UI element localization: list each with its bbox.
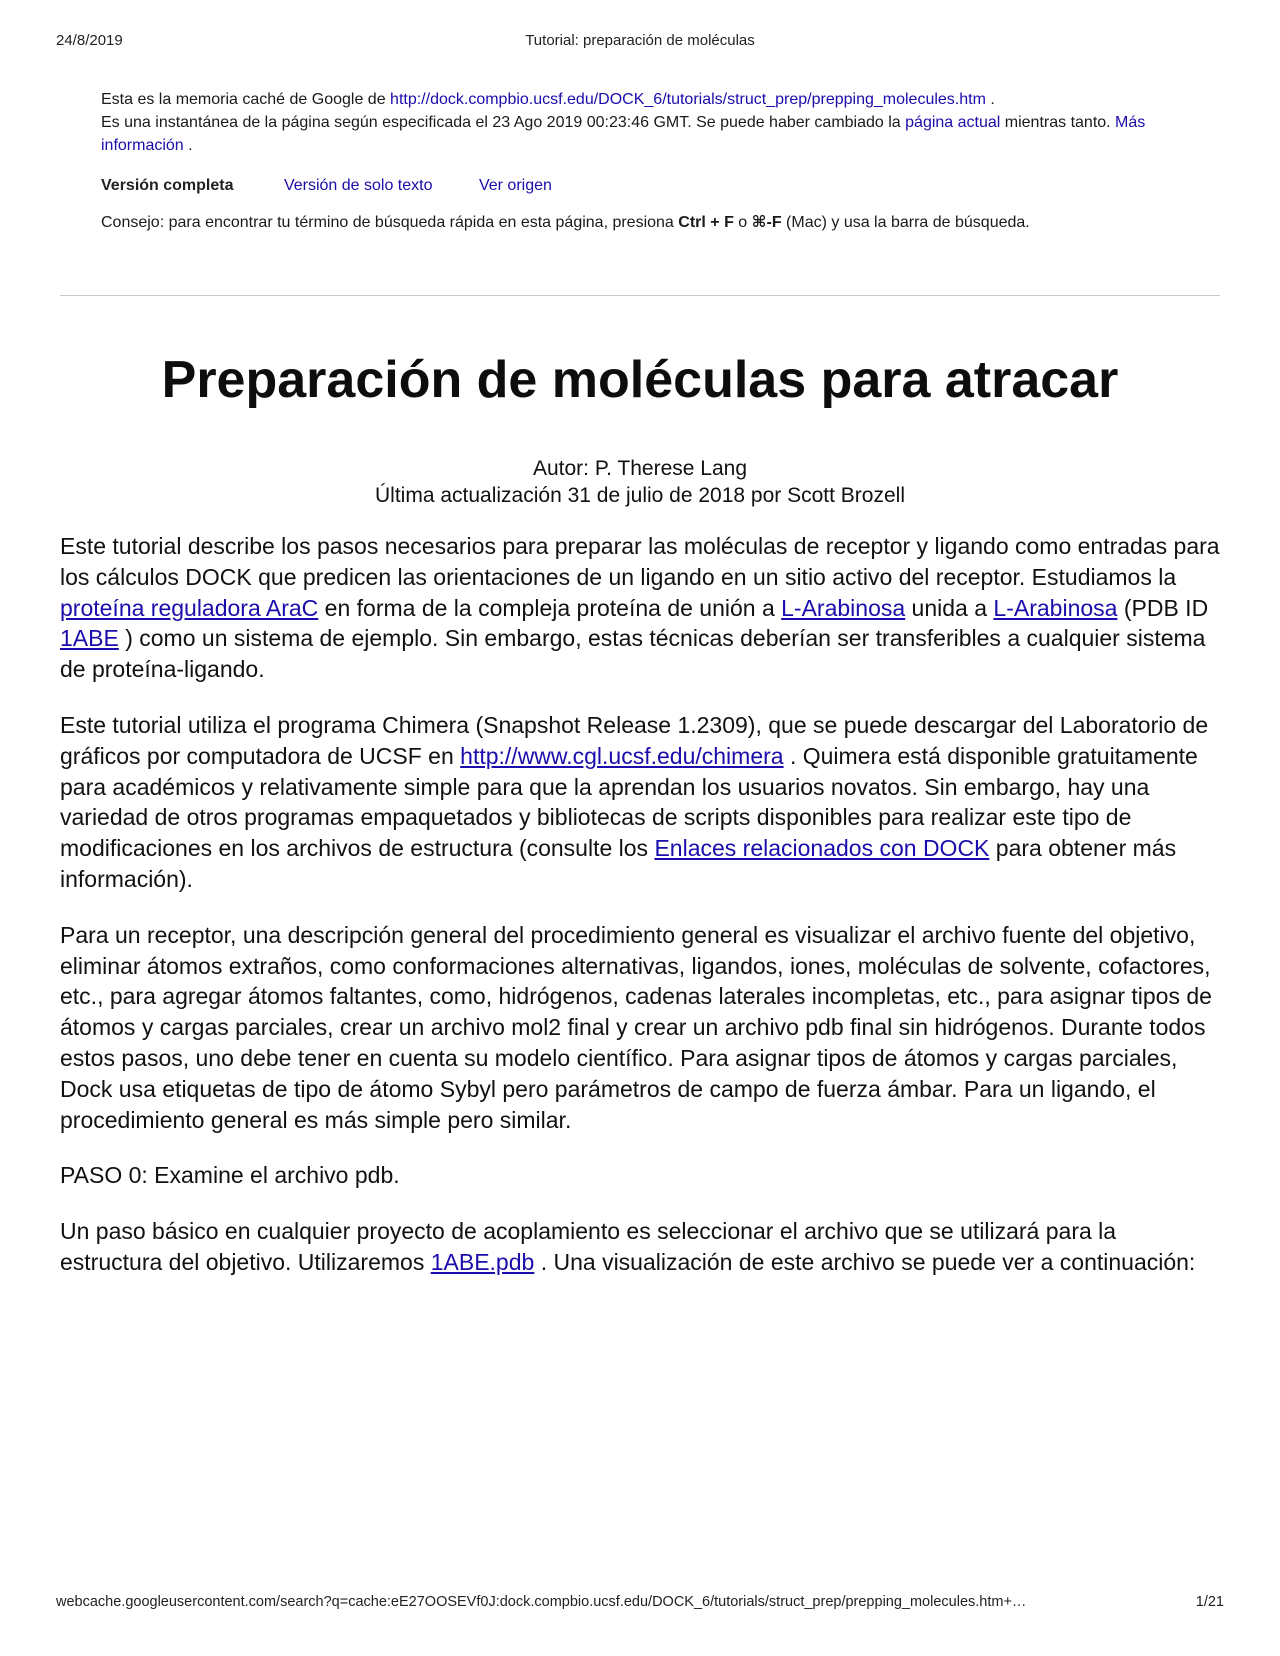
l-arabinose-link-2[interactable]: L-Arabinosa [993,594,1118,621]
arac-protein-link[interactable]: proteína reguladora AraC [60,594,319,621]
snapshot-notice: Es una instantánea de la página según especificada el 23 Ago 2019 00:23:46 GMT. Se puede haber cambiado la [101,114,906,131]
intro-paragraph [60,531,1220,685]
cached-url-link[interactable]: http://dock.compbio.ucsf.edu/DOCK_6/tutorials/struct_prep/prepping_molecules.htm [390,91,986,108]
intro-text-5: ) como un sistema de ejemplo. Sin embargo, estas técnicas deberían ser transferibles a cualquier sistema de proteína-ligando. [60,625,1206,683]
search-tip-prefix: Consejo: para encontrar tu término de búsqueda rápida en esta página, presiona [101,214,679,231]
dock-links-link[interactable]: Enlaces relacionados con DOCK [654,835,990,862]
text-only-version-link[interactable]: Versión de solo texto [283,177,433,194]
print-header [56,32,1224,52]
chimera-url-link[interactable]: http://www.cgl.ucsf.edu/chimera [460,742,784,769]
print-footer [56,1594,1224,1614]
full-version-label: Versión completa [101,177,234,194]
more-info-link[interactable]: Más información [101,114,1146,154]
article-title: Preparación de moléculas para atracar [161,351,1119,409]
snapshot-notice-end: . [183,137,193,154]
chimera-paragraph [60,710,1220,895]
last-updated-line: Última actualización 31 de julio de 2018 por Scott Brozell [375,484,905,507]
intro-text-3: unida a [905,594,994,621]
byline [60,455,1220,509]
intro-text-4: (PDB ID [1117,594,1209,621]
banner-divider [60,295,1220,296]
ctrl-f-shortcut: Ctrl + F [678,214,734,231]
search-tip-suffix: (Mac) y usa la barra de búsqueda. [781,214,1030,231]
search-tip [101,211,1190,234]
cache-notice-dot: . [985,91,995,108]
article-body [60,531,1220,1278]
1abe-pdb-link[interactable]: 1ABE.pdb [430,1248,535,1275]
author-line: Autor: P. Therese Lang [532,457,748,480]
chimera-text-2: . Quimera está disponible gratuitamente para académicos y relativamente simple para que la aprendan los usuarios novatos. Sin embargo, hay una variedad de otros programas empaquetados y bibliotecas de scripts disponibles para realizar este tipo de modificaciones en los archivos de estructura (consulte los [60,742,1198,862]
chimera-text-1: Este tutorial utiliza el programa Chimera (Snapshot Release 1.2309), que se puede descargar del Laboratorio de gráficos por computadora de UCSF en [60,711,1209,769]
l-arabinose-link-1[interactable]: L-Arabinosa [781,594,906,621]
search-tip-mid: o [733,214,752,231]
chimera-text-3: para obtener más información). [60,835,1177,892]
current-page-link[interactable]: página actual [905,114,1001,131]
pdb-1abe-link[interactable]: 1ABE [60,625,119,652]
google-cache-banner [101,88,1190,234]
view-source-link[interactable]: Ver origen [478,177,552,194]
cache-notice [101,88,1190,157]
intro-text-1: Este tutorial describe los pasos necesarios para preparar las moléculas de receptor y ligando como entradas para los cálculos DOCK que predicen las orientaciones de un ligando en un sitio activo del receptor. Estudiamos la [60,533,1220,590]
intro-text-2: en forma de la compleja proteína de unión a [318,594,782,621]
procedure-paragraph: Para un receptor, una descripción general del procedimiento general es visualizar el archivo fuente del objetivo, eliminar átomos extraños, como conformaciones alternativas, ligandos, iones, moléculas de solvente, cofactores, etc., para agregar átomos faltantes, como, hidrógenos, cadenas laterales incompletas, etc., para asignar tipos de átomos y cargas parciales, crear un archivo mol2 final y crear un archivo pdb final sin hidrógenos. Durante todos estos pasos, uno debe tener en cuenta su modelo científico. Para asignar tipos de átomos y cargas parciales, Dock usa etiquetas de tipo de átomo Sybyl pero parámetros de campo de fuerza ámbar. Para un ligando, el procedimiento general es más simple pero similar. [60,921,1212,1133]
step-0-text-2: . Una visualización de este archivo se puede ver a continuación: [534,1248,1196,1275]
cmd-f-shortcut: ⌘-F [751,214,782,231]
step-0-text-1: Un paso básico en cualquier proyecto de acoplamiento es seleccionar el archivo que se utilizará para la estructura del objetivo. Utilizaremos [60,1218,1117,1275]
print-footer-url: webcache.googleusercontent.com/search?q=cache:eE27OOSEVf0J:dock.compbio.ucsf.edu/DOCK_6/tutorials/struct_prep/prepping_molecules.htm+… [56,1594,1027,1610]
page-number: 1/21 [1195,1594,1224,1610]
print-page-title: Tutorial: preparación de moléculas [525,32,755,49]
step-0-heading: PASO 0: Examine el archivo pdb. [60,1162,400,1189]
print-date: 24/8/2019 [56,32,123,49]
version-selector [101,174,1190,197]
cache-notice-prefix: Esta es la memoria caché de Google de [101,91,391,108]
snapshot-notice-mid: mientras tanto. [1000,114,1116,131]
article [60,345,1220,1303]
step-0-paragraph [60,1216,1220,1278]
